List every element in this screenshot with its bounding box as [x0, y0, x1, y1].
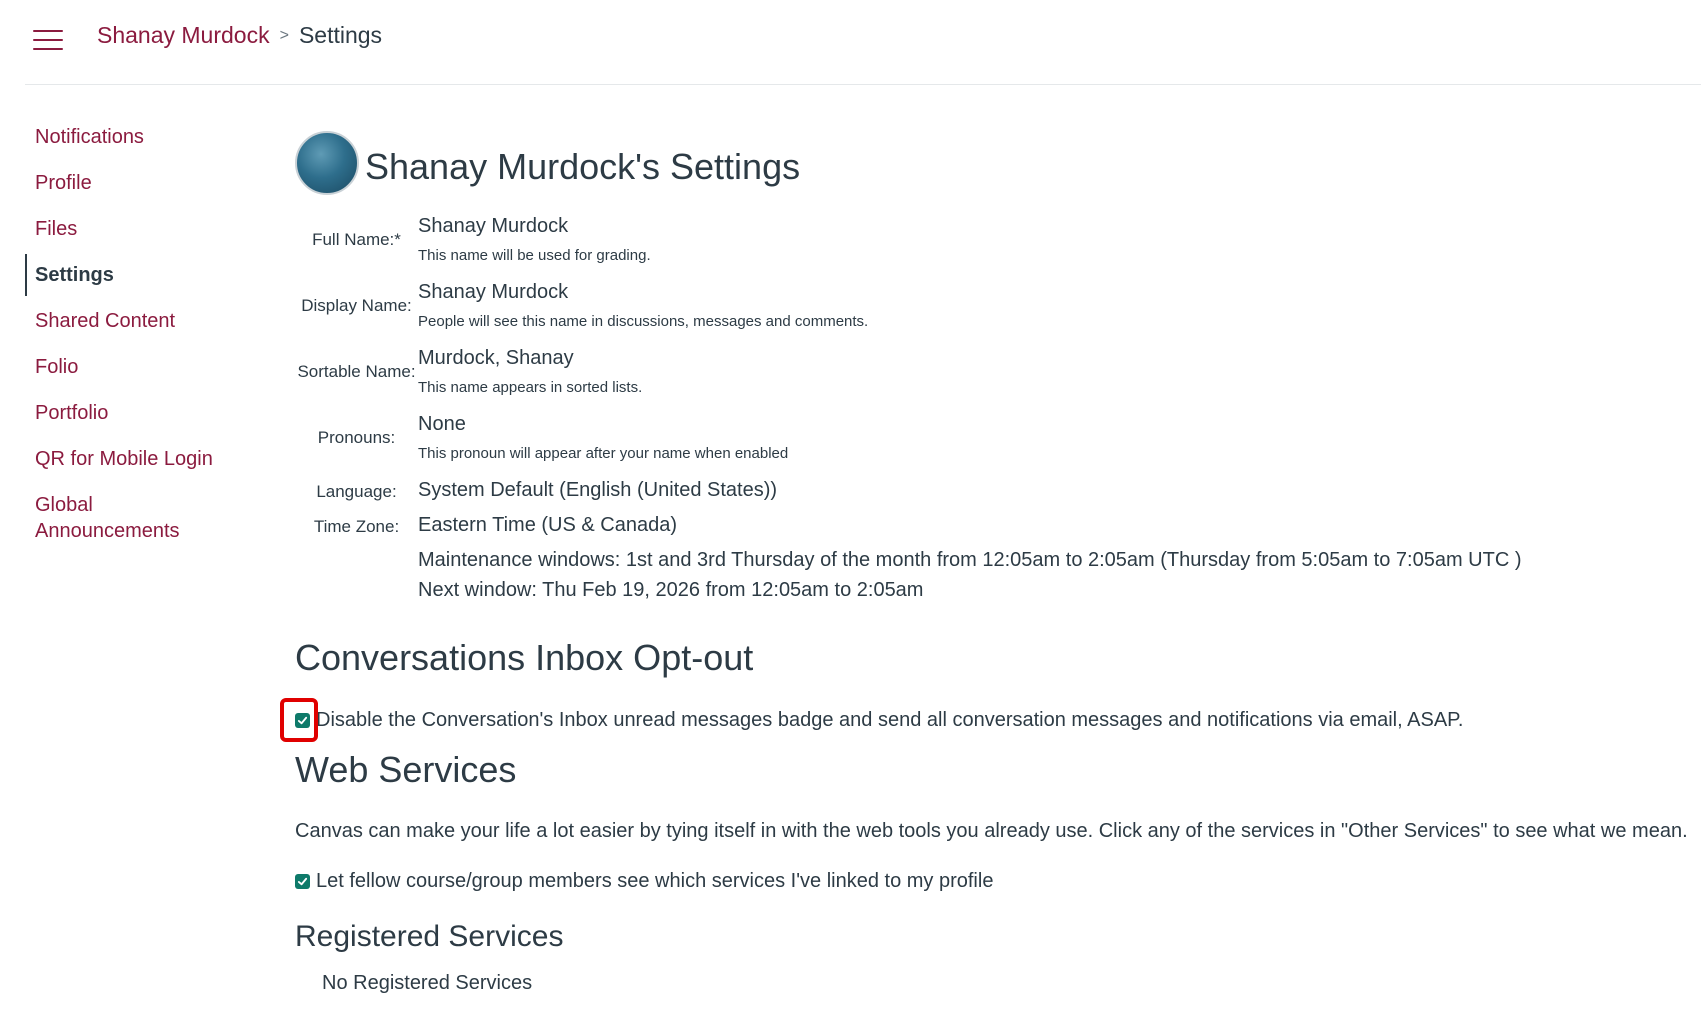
field-hint: This name appears in sorted lists. [418, 379, 643, 396]
sidebar-nav [25, 116, 225, 556]
avatar[interactable] [295, 131, 359, 195]
sidebar-item-profile[interactable]: Profile [35, 172, 92, 194]
field-value: Murdock, Shanay [418, 347, 574, 369]
maintenance-info [295, 548, 1685, 602]
breadcrumb [97, 22, 382, 49]
field-value: System Default (English (United States)) [418, 479, 778, 501]
field-display-name [295, 280, 1685, 332]
sidebar-item-shared-content[interactable]: Shared Content [35, 310, 176, 332]
field-hint: People will see this name in discussions, messages and comments. [418, 313, 869, 330]
inbox-optout-heading: Conversations Inbox Opt-out [295, 637, 754, 678]
sidebar-item-global-announcements[interactable]: Global Announcements [35, 494, 180, 542]
sidebar-item-notifications[interactable]: Notifications [35, 126, 144, 148]
sidebar-item-files[interactable]: Files [35, 218, 78, 240]
maintenance-windows-text: Maintenance windows: 1st and 3rd Thursday of the month from 12:05am to 2:05am (Thursday from 5:05am to 7:05am UTC ) [418, 549, 1522, 571]
web-services-description: Canvas can make your life a lot easier by tying itself in with the web tools you already use. Click any of the services in "Other Services" to see what we mean. [295, 820, 1688, 842]
field-hint: This name will be used for grading. [418, 247, 651, 264]
breadcrumb-user-link[interactable]: Shanay Murdock [97, 22, 270, 48]
inbox-optout-checkbox[interactable] [295, 713, 310, 728]
field-label: Language: [316, 482, 397, 501]
registered-services-heading: Registered Services [295, 920, 564, 953]
field-label: Display Name: [301, 296, 412, 315]
top-bar [25, 0, 1701, 85]
sidebar-item-portfolio[interactable]: Portfolio [35, 402, 109, 424]
field-full-name [295, 214, 1685, 266]
sidebar-item-settings[interactable]: Settings [25, 254, 225, 296]
sidebar-item-folio[interactable]: Folio [35, 356, 79, 378]
web-services-visibility-row [295, 870, 993, 893]
field-sortable-name [295, 346, 1685, 398]
chevron-right-icon: > [279, 26, 289, 44]
sidebar-item-qr-mobile-login[interactable]: QR for Mobile Login [35, 448, 213, 470]
field-label: Full Name:* [312, 230, 401, 249]
hamburger-menu-icon[interactable] [33, 30, 63, 52]
inbox-optout-label[interactable]: Disable the Conversation's Inbox unread messages badge and send all conversation messages and notifications via email, ASAP. [316, 709, 1464, 731]
field-value: Shanay Murdock [418, 281, 569, 303]
checkmark-icon [297, 876, 308, 887]
web-services-visibility-label[interactable]: Let fellow course/group members see which services I've linked to my profile [316, 870, 994, 892]
field-pronouns [295, 412, 1685, 464]
field-language [295, 478, 1685, 502]
field-hint: This pronoun will appear after your name when enabled [418, 445, 789, 462]
title-row [295, 130, 1685, 196]
web-services-heading: Web Services [295, 749, 517, 790]
field-label: Pronouns: [317, 428, 396, 447]
highlight-box [280, 698, 318, 742]
web-services-visibility-checkbox[interactable] [295, 874, 310, 889]
page-title: Shanay Murdock's Settings [365, 146, 801, 187]
field-time-zone [295, 513, 1685, 537]
no-registered-services-text: No Registered Services [322, 972, 533, 994]
main-content [295, 130, 1688, 994]
inbox-optout-row [295, 709, 1463, 732]
next-window-text: Next window: Thu Feb 19, 2026 from 12:05am to 2:05am [418, 579, 924, 601]
breadcrumb-current: Settings [298, 22, 383, 48]
field-value: Shanay Murdock [418, 215, 569, 237]
field-label: Time Zone: [313, 517, 400, 536]
field-label: Sortable Name: [297, 362, 416, 381]
field-value: None [418, 413, 466, 435]
field-value: Eastern Time (US & Canada) [418, 514, 677, 536]
